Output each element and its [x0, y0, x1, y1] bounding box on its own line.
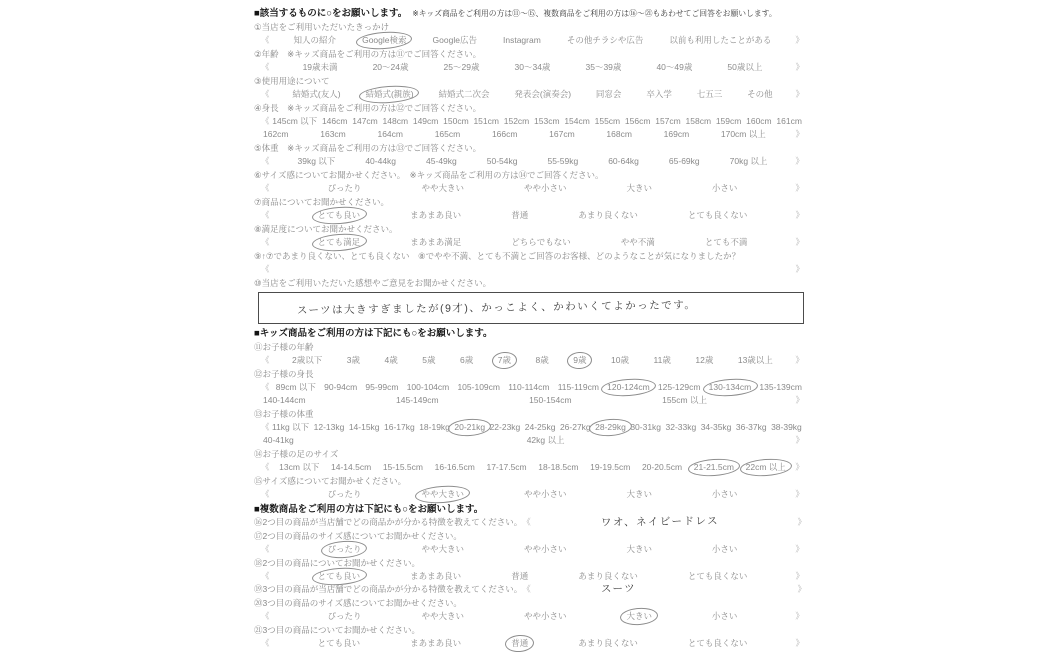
open-bracket: 《	[261, 355, 270, 365]
options-row	[254, 263, 806, 276]
option-circled: やや大きい	[421, 489, 464, 499]
option: 150cm	[443, 116, 469, 126]
options-row	[254, 354, 806, 367]
question-label: ⑮サイズ感についてお聞かせください。	[254, 476, 407, 486]
close-bracket: 》	[795, 183, 804, 193]
option: 39kg 以下	[297, 156, 336, 166]
option: 100-104cm	[406, 382, 450, 392]
option-circled: Google検索	[362, 35, 407, 45]
option: 147cm	[352, 116, 378, 126]
option: 卒入学	[646, 89, 672, 99]
options-row	[254, 610, 806, 623]
section-title: ■複数商品をご利用の方は下記にも○をお願いします。	[254, 504, 484, 515]
option: 同窓会	[595, 89, 622, 99]
option: 大きい	[626, 544, 652, 554]
option: とても良くない	[687, 210, 748, 220]
option: 50歳以上	[727, 62, 763, 72]
close-bracket: 》	[795, 129, 804, 139]
close-bracket: 》	[795, 489, 804, 499]
option-circled: 22cm 以上	[745, 462, 786, 472]
open-bracket: 《	[261, 35, 270, 45]
option: 20-20.5cm	[641, 462, 683, 472]
option: 140-144cm	[263, 395, 306, 405]
option: あまり良くない	[578, 638, 638, 648]
option: 普通	[511, 571, 529, 581]
form-section	[254, 327, 806, 501]
option: 12-13kg	[313, 422, 345, 432]
question-label: ⑰2つ目の商品のサイズ感についてお聞かせください。	[254, 531, 462, 541]
option: 14-15kg	[348, 422, 380, 432]
option: 11kg 以下	[271, 422, 310, 432]
open-bracket: 《	[261, 571, 270, 581]
option: まあまあ良い	[410, 210, 462, 220]
option: 153cm	[534, 116, 560, 126]
option: やや大きい	[421, 611, 464, 621]
options-row	[254, 182, 806, 195]
option: Google広告	[432, 35, 477, 45]
option: 5歳	[422, 355, 436, 365]
open-bracket: 《	[261, 156, 270, 166]
option: 結婚式(友人)	[292, 89, 341, 99]
option-circled: 120-124cm	[607, 382, 650, 392]
handwritten-answer: ワオ、ネイビードレス	[600, 515, 719, 529]
options-row	[254, 61, 806, 74]
option: 小さい	[711, 183, 738, 193]
question-label: ⑯2つ目の商品が当店舗でどの商品かが分かる特徴を教えてください。	[254, 517, 523, 527]
option: 2歳以下	[292, 355, 323, 365]
option-circled: とても良い	[317, 210, 361, 220]
option: 4歳	[384, 355, 398, 365]
option: 65-69kg	[668, 156, 700, 166]
option: 154cm	[564, 116, 590, 126]
option: 25～29歳	[443, 62, 480, 72]
option: 40-41kg	[263, 435, 294, 445]
option: 20～24歳	[372, 62, 409, 72]
section-header	[254, 327, 806, 340]
option: 125-129cm	[657, 382, 701, 392]
question-label: ⑭お子様の足のサイズ	[254, 449, 339, 459]
question-label: ⑬お子様の体重	[254, 409, 314, 419]
option: 135-139cm	[759, 382, 802, 392]
open-bracket: 《	[261, 62, 270, 72]
section-header	[254, 503, 806, 516]
option: 大きい	[626, 183, 652, 193]
option: 8歳	[535, 355, 549, 365]
option: 18-18.5cm	[538, 462, 579, 472]
close-bracket: 》	[795, 210, 804, 220]
option: 40～49歳	[656, 62, 693, 72]
open-bracket: 《	[261, 89, 270, 99]
option-circled: ぴったり	[327, 544, 362, 554]
close-bracket: 》	[795, 571, 804, 581]
option: 150-154cm	[529, 395, 572, 405]
close-bracket: 》	[795, 355, 804, 365]
option: ぴったり	[327, 183, 362, 193]
option: 18-19kg	[419, 422, 450, 432]
option: 26-27kg	[559, 422, 591, 432]
option: まあまあ良い	[410, 638, 462, 648]
option: 24-25kg	[524, 422, 556, 432]
option: 161cm	[776, 116, 802, 126]
option: 158cm	[685, 116, 712, 126]
question-label: ⑥サイズ感についてお聞かせください。 ※キッズ商品をご利用の方は⑭でご回答ください。	[254, 170, 604, 180]
option: 164cm	[377, 129, 403, 139]
option: 115-119cm	[557, 382, 599, 392]
options-row	[254, 155, 806, 168]
option: やや大きい	[421, 183, 464, 193]
option-circled: 130-134cm	[708, 382, 752, 392]
option: とても不満	[704, 237, 748, 247]
open-bracket: 《	[261, 544, 270, 554]
open-bracket: 《	[261, 462, 270, 472]
options-row	[254, 461, 806, 474]
question-label: ⑨↑⑦であまり良くない、とても良くない ⑧でやや不満、とても不満とご回答のお客様、どのようなことが気になりましたか？	[254, 251, 741, 261]
option: 152cm	[503, 116, 530, 126]
close-bracket: 》	[795, 35, 804, 45]
question-label: ③使用用途について	[254, 76, 330, 86]
close-bracket: 》	[795, 89, 804, 99]
open-bracket: 《	[261, 382, 270, 392]
option: 148cm	[382, 116, 409, 126]
open-bracket: 《	[261, 422, 270, 432]
option: あまり良くない	[578, 210, 638, 220]
option: とても良くない	[687, 638, 748, 648]
options-row	[254, 236, 806, 249]
open-bracket: 《	[261, 489, 270, 499]
close-bracket: 》	[795, 611, 804, 621]
option: やや大きい	[421, 544, 464, 554]
option: やや小さい	[523, 489, 567, 499]
option: 35～39歳	[585, 62, 622, 72]
option: やや小さい	[523, 544, 567, 554]
option: 146cm	[321, 116, 348, 126]
option: まあまあ満足	[410, 237, 462, 247]
option: 小さい	[711, 544, 738, 554]
option: 11歳	[653, 355, 671, 365]
option: やや小さい	[523, 611, 567, 621]
close-bracket: 》	[795, 544, 804, 554]
option: 170cm 以上	[720, 129, 766, 139]
question-label: ①当店をご利用いただいたきっかけ	[254, 22, 390, 32]
option: 110-114cm	[508, 382, 550, 392]
option: 6歳	[460, 355, 474, 365]
option: 151cm	[473, 116, 499, 126]
question-inline-row	[254, 516, 806, 529]
option: 14-14.5cm	[330, 462, 372, 472]
options-row	[254, 88, 806, 101]
close-bracket: 》	[795, 237, 804, 247]
option: 12歳	[695, 355, 714, 365]
options-row	[254, 543, 806, 556]
option: 155cm 以上	[662, 395, 707, 405]
option: 38-39kg	[771, 422, 802, 432]
option: 50-54kg	[486, 156, 518, 166]
option: あまり良くない	[578, 571, 638, 581]
option-circled: 結婚式(親族)	[365, 89, 414, 99]
options-row	[254, 488, 806, 501]
option: 22-23kg	[489, 422, 521, 432]
close-bracket: 》	[795, 156, 804, 166]
option: 45-49kg	[426, 156, 457, 166]
options-row	[254, 637, 806, 650]
options-row	[254, 570, 806, 583]
option: 発表会(演奏会)	[514, 89, 572, 99]
option: 知人の紹介	[293, 35, 337, 45]
open-bracket: 《	[261, 183, 270, 193]
options-row	[254, 381, 806, 407]
close-bracket: 》	[795, 435, 804, 445]
option: 19-19.5cm	[590, 462, 631, 472]
question-label: ⑫お子様の身長	[254, 369, 314, 379]
close-bracket: 》	[795, 264, 804, 274]
option: 16-16.5cm	[434, 462, 475, 472]
option: 42kg 以上	[526, 435, 565, 445]
option: その他チラシや広告	[566, 35, 644, 45]
option: 145cm 以下	[272, 116, 318, 126]
option: 34-35kg	[700, 422, 732, 432]
option: 155cm	[594, 116, 621, 126]
form-section	[254, 7, 806, 324]
option: 157cm	[655, 116, 681, 126]
option: 16-17kg	[384, 422, 415, 432]
question-label: ⑳3つ目の商品のサイズ感についてお聞かせください。	[254, 598, 462, 608]
handwritten-answer: スーツ	[600, 582, 636, 596]
question-label: ⑤体重 ※キッズ商品をご利用の方は⑬でご回答ください。	[254, 143, 482, 153]
open-bracket: 《	[261, 264, 270, 274]
open-bracket: 《	[261, 611, 270, 621]
question-label: ⑩当店をご利用いただいた感想やご意見をお聞かせください。	[254, 278, 492, 288]
option-circled: 28-29kg	[595, 422, 626, 432]
section-title: ■キッズ商品をご利用の方は下記にも○をお願いします。	[254, 328, 493, 339]
open-bracket: 《	[261, 638, 270, 648]
option-circled: 7歳	[497, 355, 512, 365]
option-circled: 9歳	[573, 355, 587, 365]
close-bracket: 》	[795, 462, 804, 472]
option: ぴったり	[327, 489, 362, 499]
section-header	[254, 7, 806, 20]
option: 13cm 以下	[279, 462, 320, 472]
option: 15-15.5cm	[382, 462, 423, 472]
option: 105-109cm	[457, 382, 500, 392]
survey-form-scan	[254, 0, 806, 650]
form-section	[254, 503, 806, 650]
open-bracket: 《	[261, 210, 270, 220]
option: ぴったり	[327, 611, 362, 621]
question-label: ⑲3つ目の商品が当店舗でどの商品かが分かる特徴を教えてください。	[254, 584, 523, 594]
close-bracket: 》	[797, 584, 806, 594]
option: 32-33kg	[665, 422, 697, 432]
close-bracket: 》	[797, 517, 806, 527]
question-label: ⑧満足度についてお聞かせください。	[254, 224, 398, 234]
option: とても良くない	[687, 571, 748, 581]
option: 17-17.5cm	[486, 462, 527, 472]
options-row	[254, 115, 806, 141]
comment-box	[258, 292, 804, 324]
option: 小さい	[711, 611, 738, 621]
options-row	[254, 34, 806, 47]
option-circled: 20-21kg	[454, 422, 486, 432]
option: 55-59kg	[547, 156, 579, 166]
option: 七五三	[696, 89, 723, 99]
section-title: ■該当するものに○をお願いします。	[254, 8, 408, 19]
option: 36-37kg	[735, 422, 767, 432]
option: 89cm 以下	[275, 382, 316, 392]
close-bracket: 》	[795, 638, 804, 648]
option: 10歳	[611, 355, 629, 365]
question-label: ⑪お子様の年齢	[254, 342, 314, 352]
option: 30-31kg	[630, 422, 662, 432]
option: 大きい	[626, 489, 652, 499]
options-row	[254, 421, 806, 447]
open-bracket: 《	[522, 517, 531, 527]
question-label: ㉑3つ目の商品についてお聞かせください。	[254, 625, 421, 635]
option-circled: とても良い	[317, 571, 361, 581]
option: 13歳以上	[737, 355, 773, 365]
question-label: ⑱2つ目の商品についてお聞かせください。	[254, 558, 421, 568]
option: 168cm	[606, 129, 632, 139]
option: 40-44kg	[365, 156, 397, 166]
question-label: ④身長 ※キッズ商品をご利用の方は⑫でご回答ください。	[254, 103, 482, 113]
close-bracket: 》	[795, 395, 804, 405]
open-bracket: 《	[261, 116, 270, 126]
option: 60-64kg	[608, 156, 639, 166]
option: 165cm	[434, 129, 461, 139]
option: まあまあ良い	[410, 571, 462, 581]
option: 166cm	[491, 129, 518, 139]
option: Instagram	[503, 35, 541, 45]
option-circled: 普通	[511, 638, 529, 648]
option: どちらでもない	[511, 237, 571, 247]
option: 95-99cm	[365, 382, 399, 392]
option: とても良い	[317, 638, 361, 648]
option: 156cm	[624, 116, 651, 126]
open-bracket: 《	[522, 584, 531, 594]
option: 19歳未満	[302, 62, 338, 72]
option: 70kg 以上	[729, 156, 768, 166]
open-bracket: 《	[261, 237, 270, 247]
option: 149cm	[412, 116, 439, 126]
option: 162cm	[263, 129, 289, 139]
section-note: ※キッズ商品をご利用の方は⑪～⑮、複数商品をご利用の方は⑯～㉑もあわせてご回答をお願いします。	[412, 9, 777, 18]
option: 普通	[511, 210, 529, 220]
options-row	[254, 209, 806, 222]
handwritten-comment: スーツは大きすぎましたが(9才)、かっこよく、かわいくてよかったです。	[296, 298, 697, 317]
option: 163cm	[320, 129, 346, 139]
question-inline-row	[254, 583, 806, 596]
option: その他	[747, 89, 773, 99]
option-circled: 21-21.5cm	[693, 462, 734, 472]
option: 30～34歳	[514, 62, 551, 72]
option: 小さい	[711, 489, 738, 499]
option: 169cm	[663, 129, 690, 139]
option: 145-149cm	[396, 395, 439, 405]
question-label: ⑦商品についてお聞かせください。	[254, 197, 389, 207]
option: 90-94cm	[324, 382, 358, 392]
option: 160cm	[746, 116, 772, 126]
option: やや小さい	[523, 183, 567, 193]
option: 167cm	[549, 129, 575, 139]
option: 3歳	[346, 355, 361, 365]
option-circled: 大きい	[626, 611, 652, 621]
question-label: ②年齢 ※キッズ商品をご利用の方は⑪でご回答ください。	[254, 49, 482, 59]
option: 以前も利用したことがある	[669, 35, 772, 45]
option: 結婚式二次会	[438, 89, 490, 99]
option: やや不満	[620, 237, 655, 247]
option-circled: とても満足	[317, 237, 361, 247]
option: 159cm	[715, 116, 742, 126]
close-bracket: 》	[795, 62, 804, 72]
